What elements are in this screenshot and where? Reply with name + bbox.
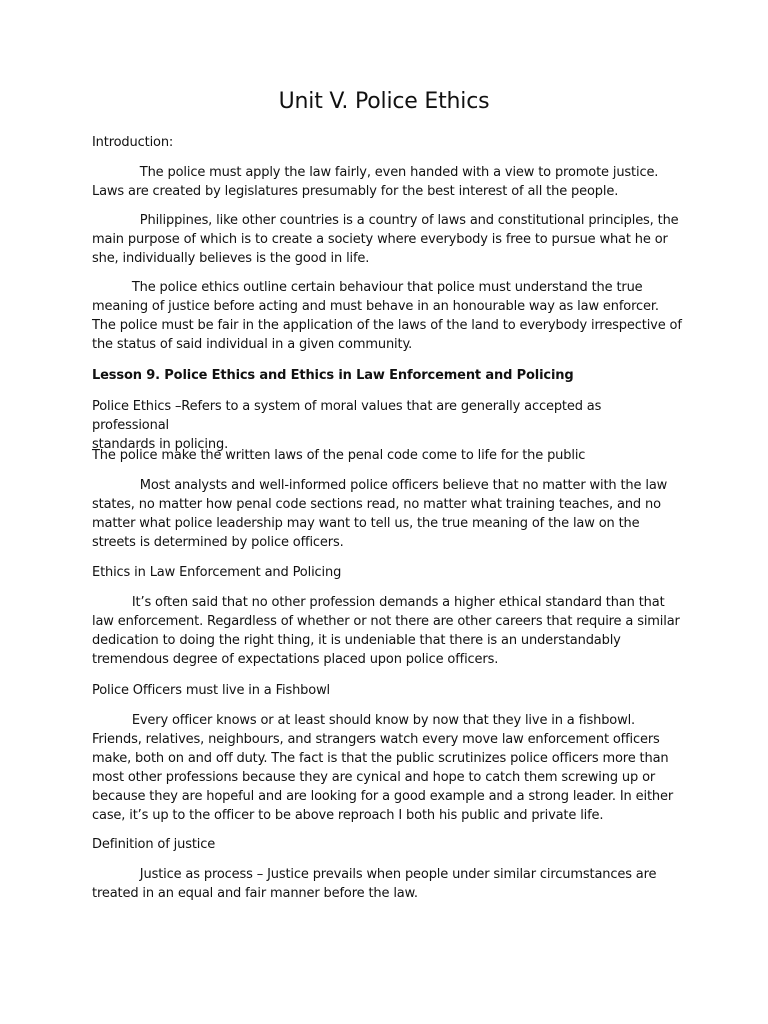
ethics-paragraph: It’s often said that no other profession demands a higher ethical standard than that law enforcement. Regardless of whether or not there are other careers that require a similar dedication to doing the right thing, it is undeniable that there is an understandably tremendous degree of expectations placed upon police officers. — [92, 595, 680, 667]
intro-paragraph-2: Philippines, like other countries is a country of laws and constitutional principles, the main purpose of which is to create a society where everybody is free to pursue what he or she, individually believes is the good in life. — [92, 213, 679, 266]
fishbowl-heading: Police Officers must live in a Fishbowl — [92, 683, 331, 698]
police-ethics-definition: Police Ethics –Refers to a system of moral values that are generally accepted as professional standards in policing. — [92, 399, 602, 452]
page-title: Unit V. Police Ethics — [278, 89, 490, 114]
justice-heading: Definition of justice — [92, 837, 216, 852]
ethics-heading: Ethics in Law Enforcement and Policing — [92, 565, 342, 580]
fishbowl-paragraph: Every officer knows or at least should know by now that they live in a fishbowl. Friends, relatives, neighbours, and strangers watch every move law enforcement officers make, both on and off duty. The fact is that the public scrutinizes police officers more than most other professions because they are cynical and hope to catch them screwing up or because they are hopeful and are looking for a good example and a strong leader. In either case, it’s up to the officer to be above reproach I both his public and private life. — [92, 713, 674, 823]
lesson-heading: Lesson 9. Police Ethics and Ethics in Law Enforcement and Policing — [92, 368, 574, 383]
penal-code-statement: The police make the written laws of the penal code come to life for the public — [92, 448, 586, 463]
introduction-label: Introduction: — [92, 135, 174, 150]
intro-paragraph-3: The police ethics outline certain behaviour that police must understand the true meaning of justice before acting and must behave in an honourable way as law enforcer. The police must be fair in the application of the laws of the land to everybody irrespective of the status of said individual in a given community. — [92, 280, 682, 352]
intro-paragraph-1: The police must apply the law fairly, even handed with a view to promote justice. Laws are created by legislatures presumably for the best interest of all the people. — [92, 165, 659, 199]
justice-paragraph: Justice as process – Justice prevails when people under similar circumstances are treated in an equal and fair manner before the law. — [92, 867, 657, 901]
analysts-paragraph: Most analysts and well-informed police officers believe that no matter with the law states, no matter how penal code sections read, no matter what training teaches, and no matter what police leadership may want to tell us, the true meaning of the law on the streets is determined by police officers. — [92, 478, 668, 550]
